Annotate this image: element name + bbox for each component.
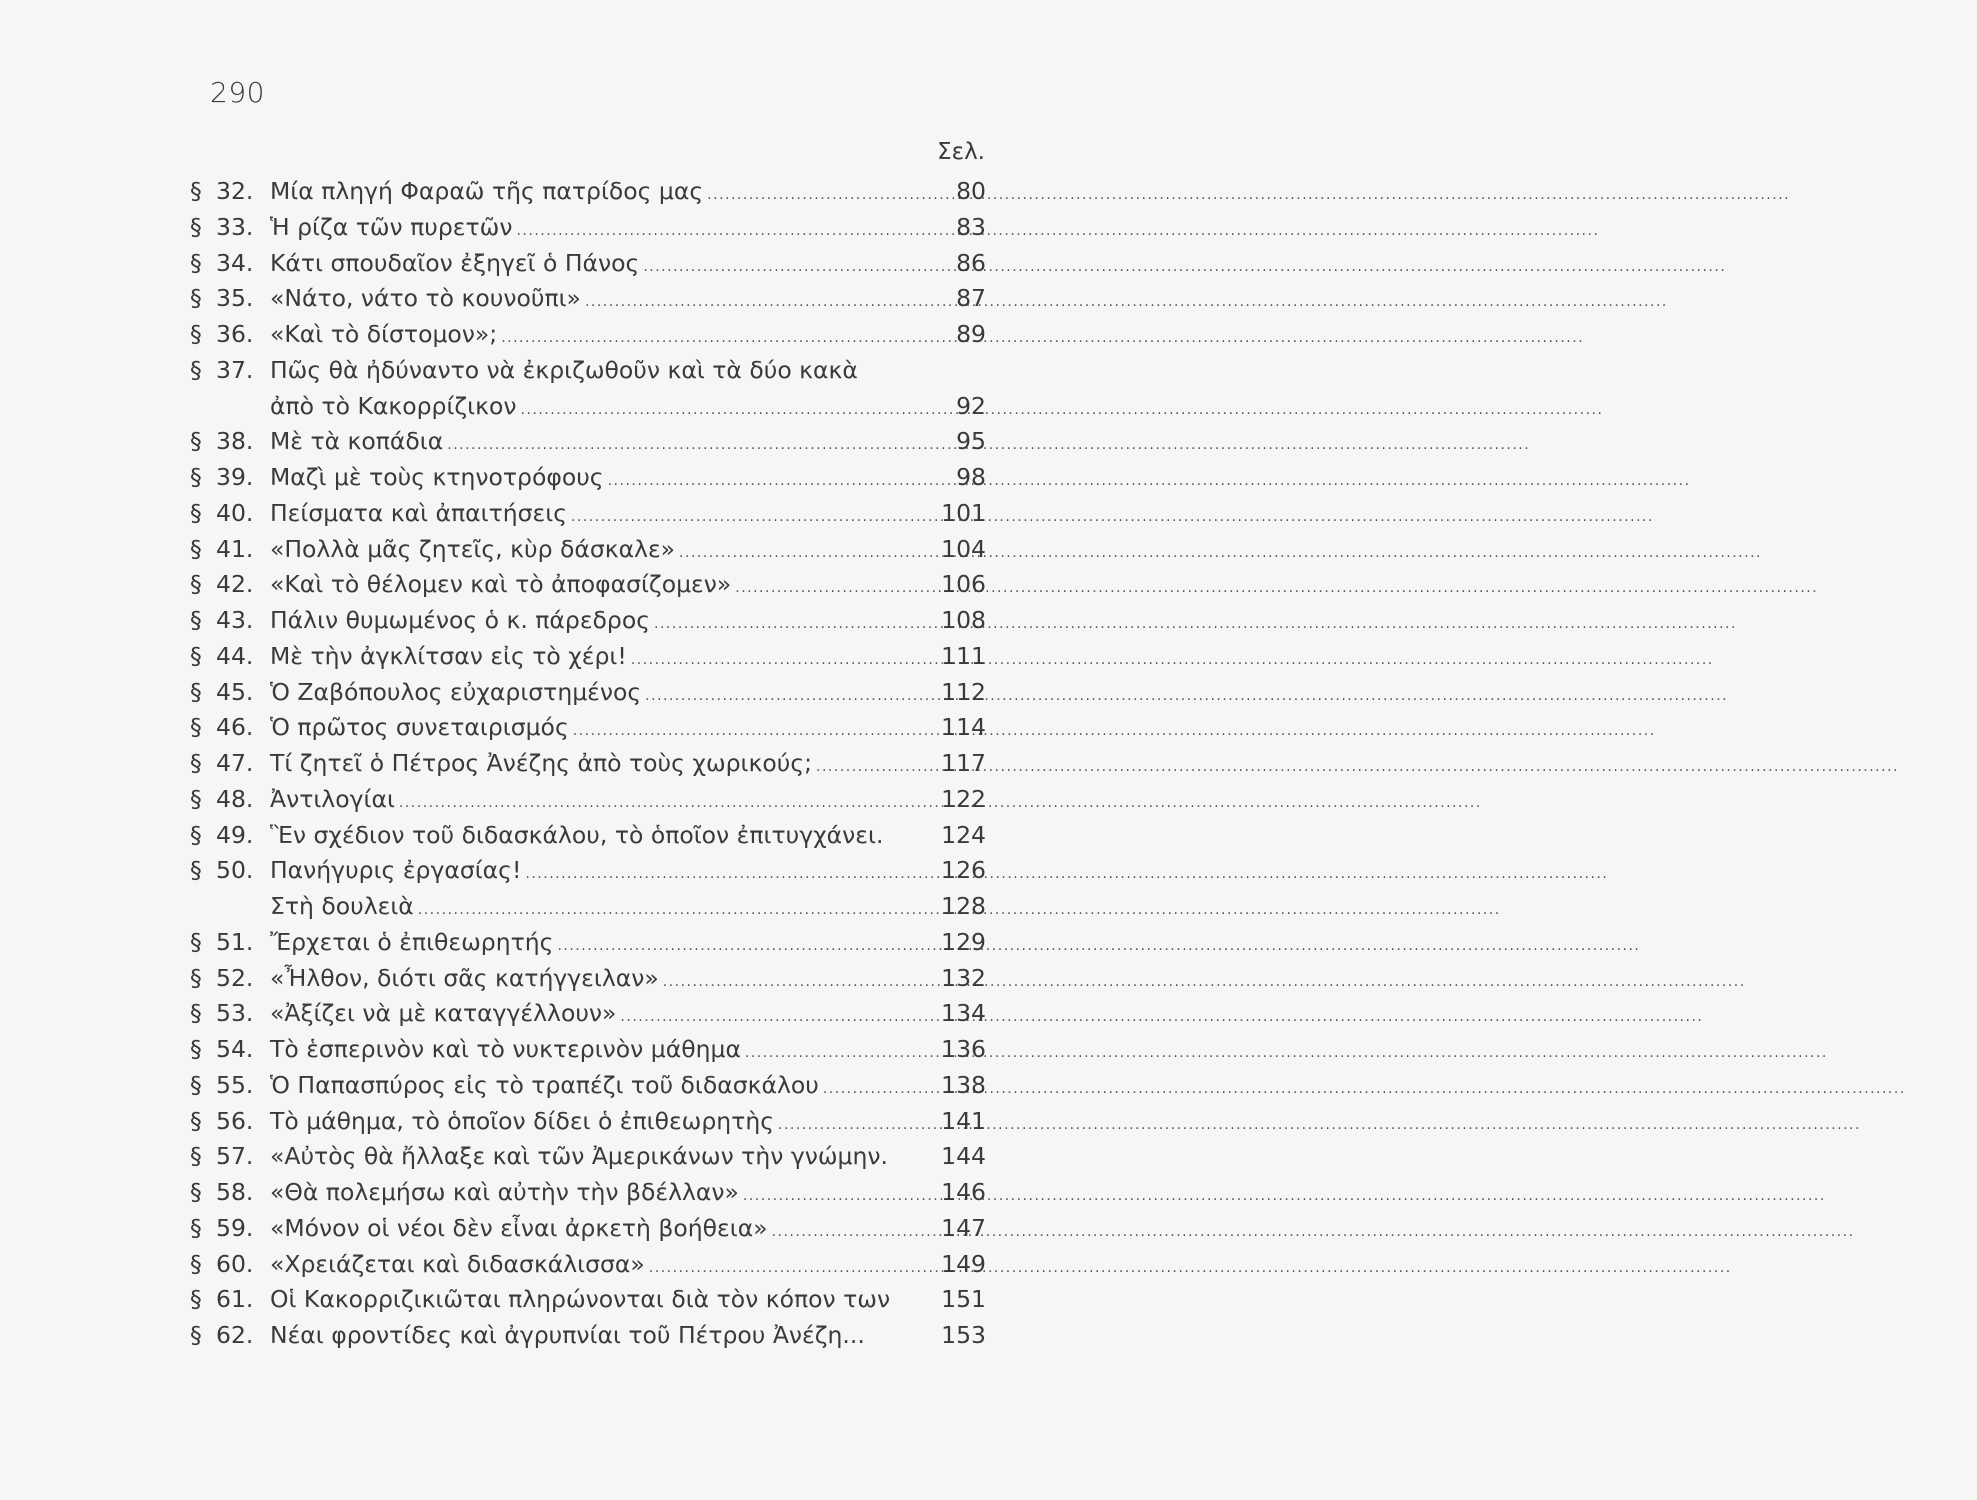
dot-leader [521, 393, 941, 429]
dot-leader [516, 214, 940, 250]
section-symbol: § [190, 320, 202, 348]
toc-entry-number: 44. [216, 641, 254, 670]
toc-entry [190, 925, 986, 961]
toc-entry-title: «Νάτο, νάτο τὸ κουνοῦπι» [270, 284, 581, 313]
section-symbol: § [190, 1285, 202, 1314]
section-symbol: § [190, 963, 202, 992]
dot-leader [631, 643, 935, 679]
toc-entry [190, 246, 986, 282]
dot-leader [707, 178, 940, 214]
dot-leader [654, 607, 935, 643]
page-column-header: Σελ. [937, 139, 985, 165]
toc-entry-page: 92 [956, 391, 986, 420]
toc-entry-number: 58. [216, 1178, 254, 1206]
toc-entry-number: 50. [216, 856, 254, 885]
toc-entry-page: 111 [941, 641, 986, 670]
dot-leader [643, 250, 940, 286]
section-symbol: § [190, 1213, 202, 1242]
toc-entry-number: 59. [216, 1213, 254, 1242]
toc-entry-page: 124 [941, 820, 986, 849]
toc-entry-page: 132 [941, 963, 986, 992]
toc-entry [190, 424, 986, 460]
section-symbol: § [190, 1321, 202, 1349]
toc-entry-title: Μαζὶ μὲ τοὺς κτηνοτρόφους [270, 463, 604, 491]
toc-entry [190, 710, 986, 746]
section-symbol: § [190, 570, 202, 599]
toc-entry-title-continued: ἀπὸ τὸ Κακορρίζικον [270, 391, 517, 420]
toc-entry-number: 35. [216, 284, 254, 313]
toc-entry [190, 782, 986, 818]
toc-entry-number: 49. [216, 820, 254, 849]
section-symbol: § [190, 1178, 202, 1206]
toc-entry-number: 62. [216, 1321, 254, 1349]
section-symbol: § [190, 1106, 202, 1135]
toc-entry-title: Ὁ Παπασπύρος εἰς τὸ τραπέζι τοῦ διδασκάλου [270, 1070, 819, 1099]
toc-entry-page: 104 [941, 534, 986, 563]
toc-entry-page: 153 [941, 1321, 986, 1349]
toc-entry-number: 37. [216, 355, 254, 384]
toc-entry-title: Μὲ τὴν ἀγκλίτσαν εἰς τὸ χέρι! [270, 641, 627, 670]
toc-entry-title: «Ἦλθον, διότι σᾶς κατήγγειλαν» [270, 963, 659, 992]
toc-entry-page: 89 [956, 320, 986, 348]
toc-entry-page: 146 [941, 1178, 986, 1206]
section-symbol: § [190, 1035, 202, 1063]
toc-entry [190, 1104, 986, 1140]
toc-entry [190, 996, 986, 1032]
section-symbol: § [190, 1070, 202, 1099]
table-of-contents [190, 174, 986, 1354]
toc-entry-number: 48. [216, 784, 254, 813]
dot-leader [823, 1072, 935, 1108]
toc-entry-number: 33. [216, 212, 254, 241]
dot-leader [608, 464, 940, 500]
toc-entry-title: Ὁ πρῶτος συνεταιρισμός [270, 713, 569, 742]
toc-entry-title: Πῶς θὰ ἠδύναντο νὰ ἐκριζωθοῦν καὶ τὰ δύο κακὰ [270, 355, 858, 384]
dot-leader [735, 571, 935, 607]
toc-entry [190, 1211, 986, 1247]
section-symbol: § [190, 713, 202, 742]
toc-entry-page: 151 [941, 1285, 986, 1314]
toc-entry-title: Πανήγυρις ἐργασίας! [270, 856, 522, 885]
dot-leader [649, 1251, 935, 1287]
toc-entry [190, 353, 986, 389]
toc-entry-continuation [190, 389, 986, 425]
section-symbol: § [190, 999, 202, 1028]
toc-entry [190, 1247, 986, 1283]
toc-entry-number: 34. [216, 248, 254, 277]
toc-entry-page: 126 [941, 856, 986, 885]
toc-entry-page: 138 [941, 1070, 986, 1099]
dot-leader [679, 536, 935, 572]
section-symbol: § [190, 212, 202, 241]
toc-entry-number: 39. [216, 463, 254, 491]
dot-leader [816, 750, 935, 786]
toc-entry [190, 603, 986, 639]
dot-leader [501, 321, 940, 357]
toc-entry-page: 134 [941, 999, 986, 1028]
toc-entry-page: 141 [941, 1106, 986, 1135]
toc-entry-title: Νέαι φροντίδες καὶ ἀγρυπνίαι τοῦ Πέτρου Ἀνέζη... [270, 1321, 865, 1349]
toc-entry-page: 144 [941, 1142, 986, 1171]
dot-leader [525, 857, 935, 893]
toc-entry-title: «Πολλὰ μᾶς ζητεῖς, κὺρ δάσκαλε» [270, 534, 676, 563]
section-symbol: § [190, 606, 202, 634]
toc-entry-title: Ἔρχεται ὁ ἐπιθεωρητής [270, 927, 554, 956]
toc-entry-number: 38. [216, 427, 254, 456]
section-symbol: § [190, 427, 202, 456]
dot-leader [663, 965, 935, 1001]
toc-entry-title: «Ἀξίζει νὰ μὲ καταγγέλλουν» [270, 999, 617, 1028]
toc-entry [190, 639, 986, 675]
toc-entry-title: Ἓν σχέδιον τοῦ διδασκάλου, τὸ ὁποῖον ἐπιτυγχάνει. [270, 820, 884, 849]
section-symbol: § [190, 1249, 202, 1278]
toc-entry-title: Ὁ Ζαβόπουλος εὐχαριστημένος [270, 677, 642, 706]
toc-entry-page: 112 [941, 677, 986, 706]
section-symbol: § [190, 784, 202, 813]
toc-entry-title: Κάτι σπουδαῖον ἐξηγεῖ ὁ Πάνος [270, 248, 640, 277]
section-symbol: § [190, 355, 202, 384]
section-symbol: § [190, 284, 202, 313]
toc-entry-title: Τὸ ἑσπερινὸν καὶ τὸ νυκτερινὸν μάθημα [270, 1035, 741, 1063]
toc-entry-page: 106 [941, 570, 986, 599]
toc-entry [190, 460, 986, 496]
toc-entry-number: 56. [216, 1106, 254, 1135]
toc-entry-title: Πείσματα καὶ ἀπαιτήσεις [270, 498, 567, 527]
section-symbol: § [190, 749, 202, 777]
toc-entry-title: Στὴ δουλειὰ [270, 892, 414, 920]
toc-entry-number: 61. [216, 1285, 254, 1314]
toc-entry-number: 36. [216, 320, 254, 348]
toc-entry-title: «Θὰ πολεμήσω καὶ αὐτὴν τὴν βδέλλαν» [270, 1178, 739, 1206]
section-symbol: § [190, 856, 202, 885]
toc-entry-page: 122 [941, 784, 986, 813]
toc-entry-title: Πάλιν θυμωμένος ὁ κ. πάρεδρος [270, 606, 651, 634]
toc-entry-number: 54. [216, 1035, 254, 1063]
toc-entry-number: 46. [216, 713, 254, 742]
toc-entry-number: 52. [216, 963, 254, 992]
toc-entry-number: 43. [216, 606, 254, 634]
toc-entry [190, 818, 986, 854]
toc-entry-number: 47. [216, 749, 254, 777]
toc-entry [190, 889, 986, 925]
dot-leader [620, 1000, 935, 1036]
toc-entry-page: 87 [956, 284, 986, 313]
section-symbol: § [190, 177, 202, 205]
toc-entry-page: 128 [941, 892, 986, 920]
toc-entry-page: 147 [941, 1213, 986, 1242]
toc-entry-title: Ἀντιλογίαι [270, 784, 395, 813]
toc-entry-number: 41. [216, 534, 254, 563]
toc-entry-page: 83 [956, 212, 986, 241]
section-symbol: § [190, 677, 202, 706]
toc-entry [190, 1282, 986, 1318]
toc-entry-page: 136 [941, 1035, 986, 1063]
dot-leader [745, 1036, 935, 1072]
toc-entry-page: 149 [941, 1249, 986, 1278]
toc-entry-title: «Μόνον οἱ νέοι δὲν εἶναι ἀρκετὴ βοήθεια» [270, 1213, 768, 1242]
dot-leader [778, 1108, 935, 1144]
toc-entry-page: 129 [941, 927, 986, 956]
toc-entry [190, 1139, 986, 1175]
toc-entry-page: 108 [941, 606, 986, 634]
toc-entry-title: «Καὶ τὸ δίστομον»; [270, 320, 498, 348]
toc-entry [190, 1175, 986, 1211]
dot-leader [418, 893, 935, 929]
dot-leader [573, 714, 935, 750]
toc-entry [190, 1068, 986, 1104]
toc-entry-title: Τί ζητεῖ ὁ Πέτρος Ἀνέζης ἀπὸ τοὺς χωρικούς; [270, 749, 813, 777]
toc-entry-title: Οἱ Κακορριζικιῶται πληρώνονται διὰ τὸν κόπον των [270, 1285, 891, 1314]
toc-entry [190, 281, 986, 317]
section-symbol: § [190, 820, 202, 849]
toc-entry-page: 114 [941, 713, 986, 742]
toc-entry-number: 40. [216, 498, 254, 527]
toc-entry [190, 961, 986, 997]
toc-entry [190, 567, 986, 603]
toc-entry-title: «Αὐτὸς θὰ ἤλλαξε καὶ τῶν Ἀμερικάνων τὴν γνώμην. [270, 1142, 888, 1171]
toc-entry-page: 117 [941, 749, 986, 777]
dot-leader [557, 929, 935, 965]
section-symbol: § [190, 248, 202, 277]
toc-entry [190, 317, 986, 353]
toc-entry [190, 210, 986, 246]
toc-entry-title: Μία πληγή Φαραῶ τῆς πατρίδος μας [270, 177, 704, 205]
toc-entry-number: 32. [216, 177, 254, 205]
toc-entry [190, 1032, 986, 1068]
toc-entry-number: 60. [216, 1249, 254, 1278]
toc-entry-title: «Χρειάζεται καὶ διδασκάλισσα» [270, 1249, 645, 1278]
toc-entry [190, 853, 986, 889]
toc-entry-title: Ἡ ρίζα τῶν πυρετῶν [270, 212, 513, 241]
toc-entry-number: 42. [216, 570, 254, 599]
toc-entry-number: 53. [216, 999, 254, 1028]
toc-entry [190, 496, 986, 532]
dot-leader [772, 1215, 936, 1251]
dot-leader [645, 679, 935, 715]
toc-entry [190, 174, 986, 210]
toc-entry-page: 98 [956, 463, 986, 491]
toc-entry-number: 45. [216, 677, 254, 706]
section-symbol: § [190, 534, 202, 563]
dot-leader [743, 1179, 935, 1215]
dot-leader [447, 428, 940, 464]
toc-entry-title: «Καὶ τὸ θέλομεν καὶ τὸ ἀποφασίζομεν» [270, 570, 732, 599]
toc-entry-number: 51. [216, 927, 254, 956]
toc-entry [190, 675, 986, 711]
toc-entry-title: Τὸ μάθημα, τὸ ὁποῖον δίδει ὁ ἐπιθεωρητὴς [270, 1106, 775, 1135]
page-number: 290 [210, 76, 265, 109]
toc-entry-page: 95 [956, 427, 986, 456]
section-symbol: § [190, 641, 202, 670]
toc-entry [190, 746, 986, 782]
toc-entry [190, 1318, 986, 1354]
toc-entry-page: 101 [941, 498, 986, 527]
section-symbol: § [190, 498, 202, 527]
dot-leader [571, 500, 935, 536]
toc-entry-page: 86 [956, 248, 986, 277]
toc-entry [190, 532, 986, 568]
toc-entry-title: Μὲ τὰ κοπάδια [270, 427, 444, 456]
dot-leader [585, 285, 940, 321]
toc-entry-number: 55. [216, 1070, 254, 1099]
section-symbol: § [190, 927, 202, 956]
dot-leader [399, 786, 935, 822]
section-symbol: § [190, 463, 202, 491]
toc-entry-page: 80 [956, 177, 986, 205]
toc-entry-number: 57. [216, 1142, 254, 1171]
section-symbol: § [190, 1142, 202, 1171]
